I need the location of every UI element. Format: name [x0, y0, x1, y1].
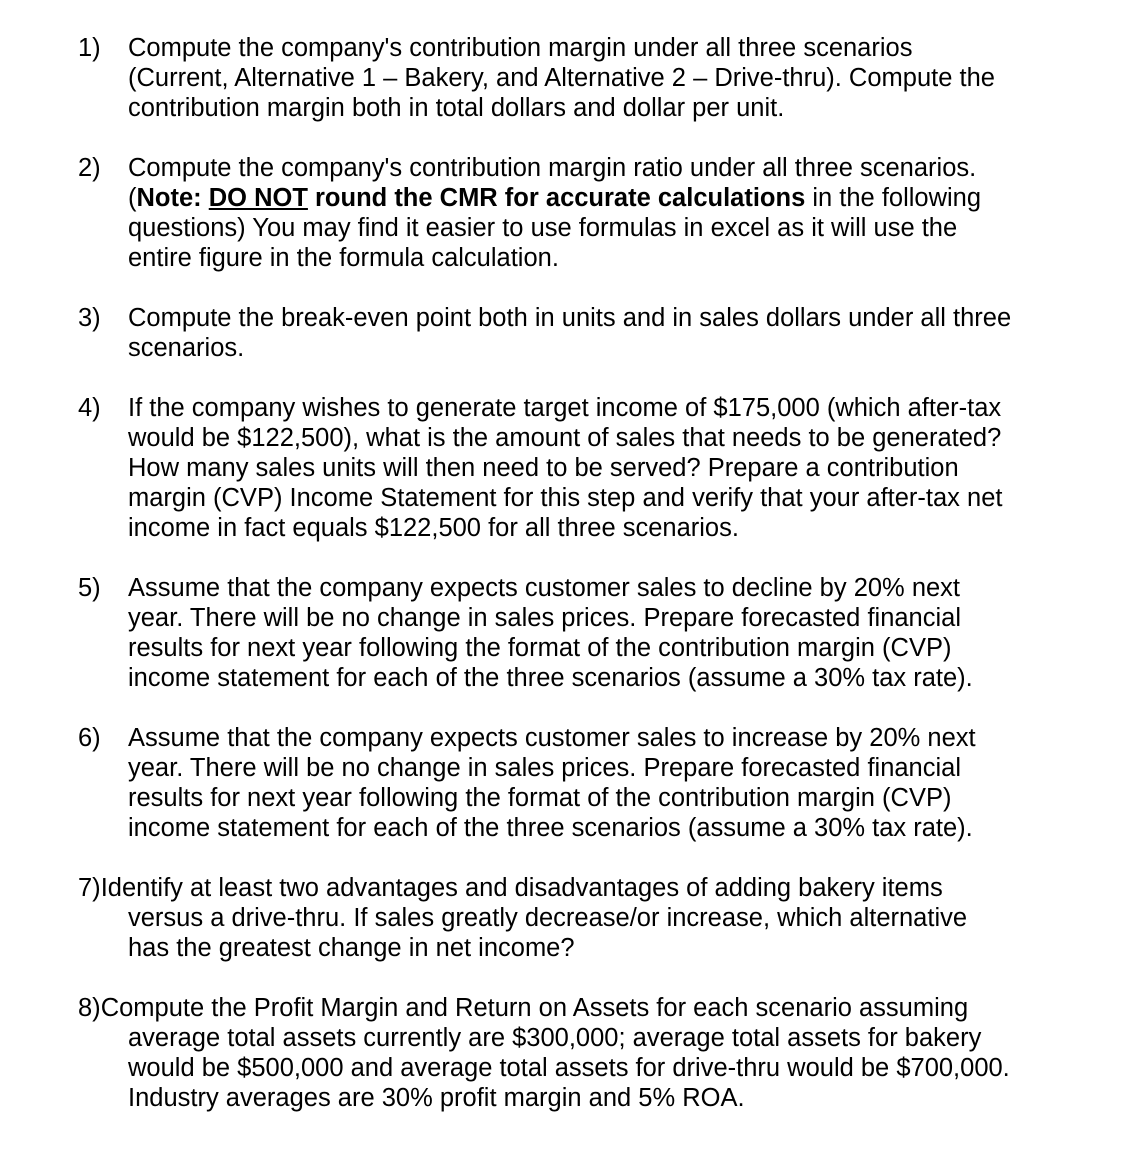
- text-line: results for next year following the format of the contribution margin (CVP): [128, 784, 952, 812]
- text-line: income in fact equals $122,500 for all three scenarios.: [128, 514, 739, 542]
- text-line: entire figure in the formula calculation.: [128, 244, 559, 272]
- note-label: Note:: [136, 184, 209, 212]
- text-line: income statement for each of the three scenarios (assume a 30% tax rate).: [128, 814, 973, 842]
- question-number: 5): [78, 574, 101, 602]
- question-text: [128, 393, 1118, 543]
- text-line: margin (CVP) Income Statement for this step and verify that your after-tax net: [128, 484, 1003, 512]
- question-7: [78, 873, 1118, 963]
- question-text: [128, 33, 1118, 123]
- question-1: [78, 33, 1118, 123]
- text-line: has the greatest change in net income?: [128, 934, 575, 962]
- text-line: versus a drive-thru. If sales greatly decrease/or increase, which alternative: [128, 904, 968, 932]
- question-4: [78, 393, 1118, 543]
- do-not-emphasis: DO NOT: [208, 184, 308, 212]
- text-line: Industry averages are 30% profit margin and 5% ROA.: [128, 1084, 745, 1112]
- question-8: [78, 993, 1118, 1113]
- question-number: 8): [78, 994, 101, 1022]
- text-line: income statement for each of the three scenarios (assume a 30% tax rate).: [128, 664, 973, 692]
- text-line: Assume that the company expects customer sales to decline by 20% next: [128, 574, 961, 602]
- text-line: Compute the company's contribution margin under all three scenarios: [128, 34, 913, 62]
- question-5: [78, 573, 1118, 693]
- text-line: questions) You may find it easier to use formulas in excel as it will use the: [128, 214, 958, 242]
- text-line: Compute the company's contribution margin ratio under all three scenarios.: [128, 154, 977, 182]
- question-number: 6): [78, 724, 101, 752]
- question-number: 3): [78, 304, 101, 332]
- text-line: year. There will be no change in sales prices. Prepare forecasted financial: [128, 754, 961, 782]
- text-line: 8)Compute the Profit Margin and Return on Assets for each scenario assuming: [78, 994, 969, 1022]
- question-text: [78, 873, 1118, 963]
- text-line: Compute the break-even point both in units and in sales dollars under all three: [128, 304, 1012, 332]
- question-text: [128, 573, 1118, 693]
- question-number: 2): [78, 154, 101, 182]
- text-line: Assume that the company expects customer sales to increase by 20% next: [128, 724, 976, 752]
- text-line: (Current, Alternative 1 – Bakery, and Alternative 2 – Drive-thru). Compute the: [128, 64, 995, 92]
- question-text: [128, 303, 1118, 363]
- text-line: would be $500,000 and average total assets for drive-thru would be $700,000.: [128, 1054, 1010, 1082]
- question-number: 1): [78, 34, 101, 62]
- question-number: 7): [78, 874, 101, 902]
- text-line: year. There will be no change in sales prices. Prepare forecasted financial: [128, 604, 961, 632]
- text-line: would be $122,500), what is the amount of sales that needs to be generated?: [128, 424, 1002, 452]
- question-text: [128, 153, 1118, 273]
- question-number: 4): [78, 394, 101, 422]
- question-text: [128, 723, 1118, 843]
- text-line: contribution margin both in total dollars and dollar per unit.: [128, 94, 785, 122]
- question-2: [78, 153, 1118, 273]
- text-line: How many sales units will then need to be served? Prepare a contribution: [128, 454, 959, 482]
- text-line: average total assets currently are $300,000; average total assets for bakery: [128, 1024, 982, 1052]
- question-text: [78, 993, 1118, 1113]
- question-6: [78, 723, 1118, 843]
- text-line: 7)Identify at least two advantages and disadvantages of adding bakery items: [78, 874, 943, 902]
- note-emphasis: round the CMR for accurate calculations: [307, 184, 806, 212]
- question-3: [78, 303, 1118, 363]
- text-line: (Note: DO NOT round the CMR for accurate calculations in the following: [128, 184, 982, 212]
- text-line: If the company wishes to generate target income of $175,000 (which after-tax: [128, 394, 1002, 422]
- text-line: scenarios.: [128, 334, 245, 362]
- text-line: results for next year following the format of the contribution margin (CVP): [128, 634, 952, 662]
